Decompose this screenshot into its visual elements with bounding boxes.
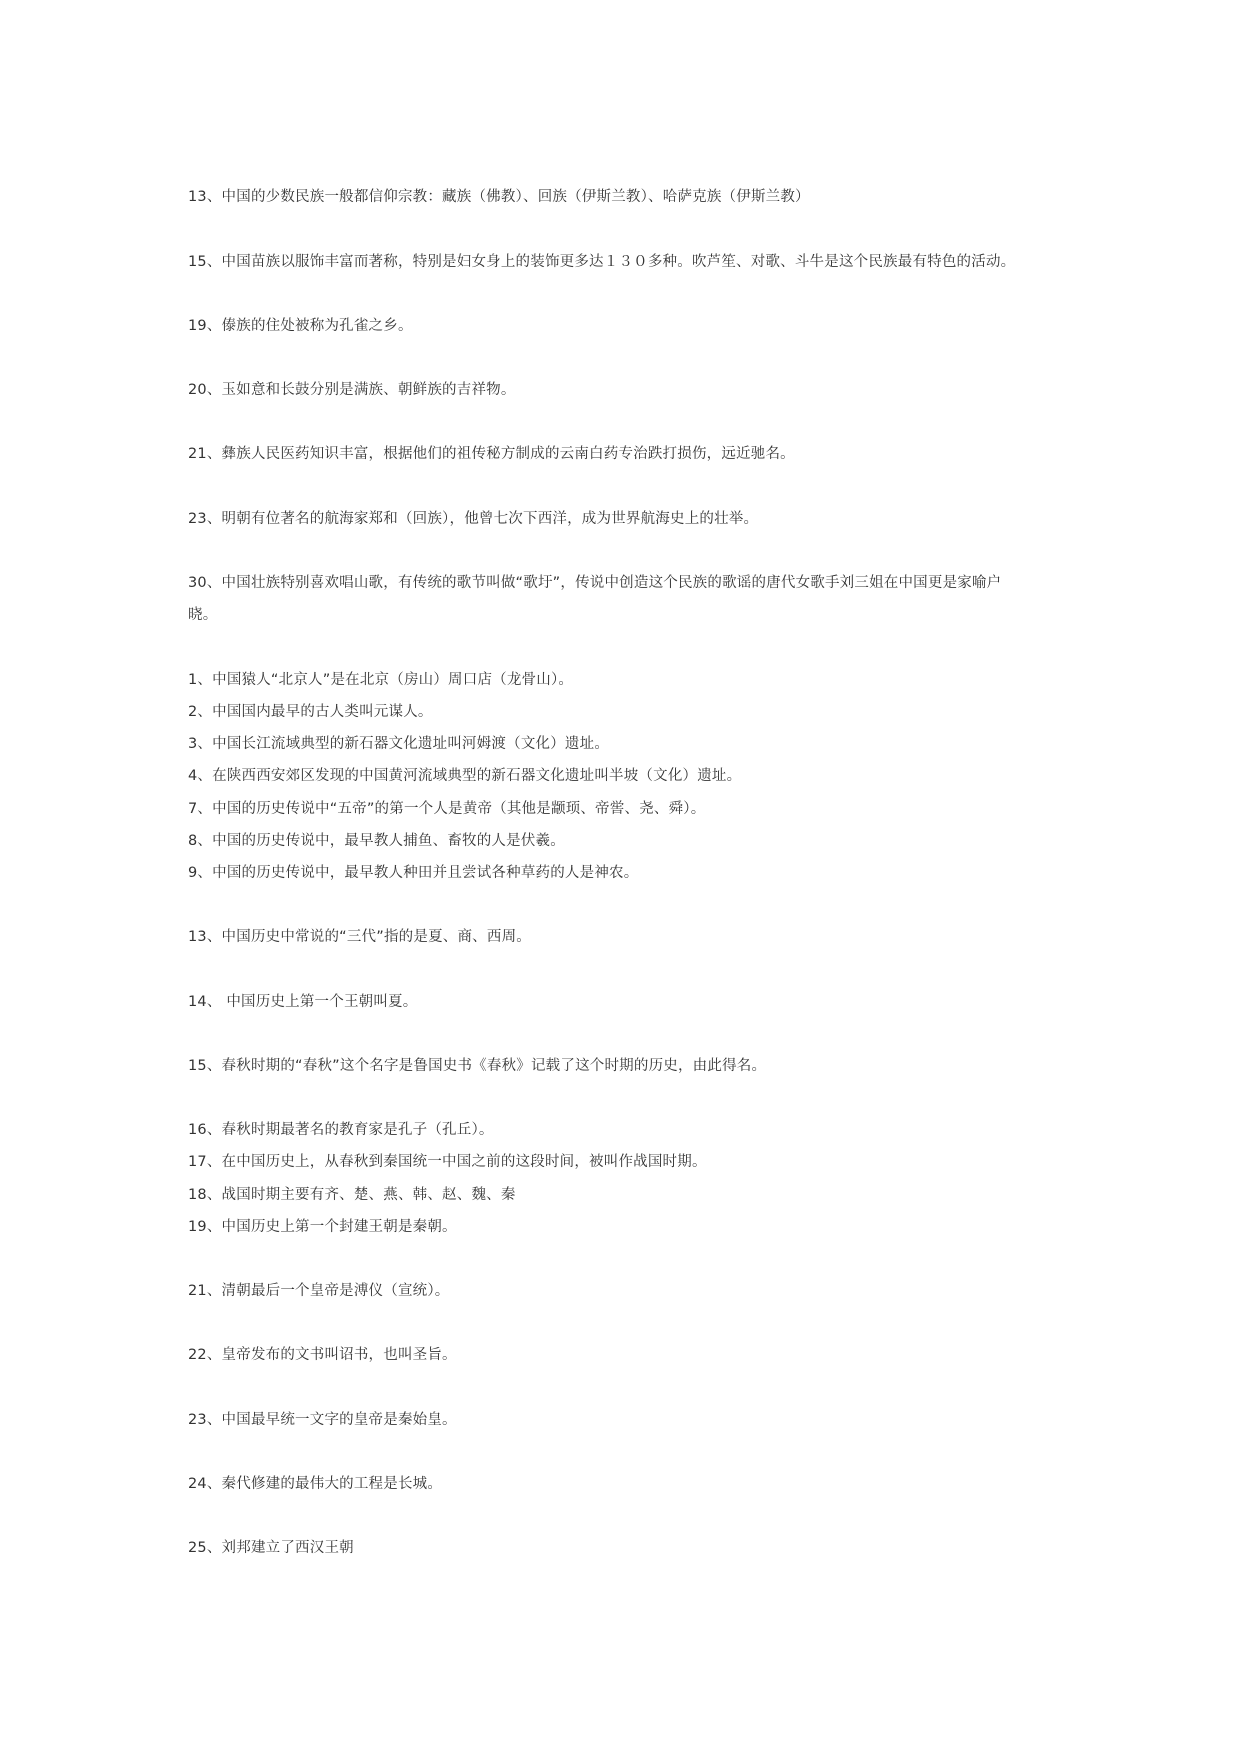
- text-line: 23、中国最早统一文字的皇帝是秦始皇。: [188, 1412, 457, 1428]
- text-line: 24、秦代修建的最伟大的工程是长城。: [188, 1476, 443, 1492]
- text-line: 22、皇帝发布的文书叫诏书，也叫圣旨。: [188, 1347, 457, 1363]
- text-line: 23、明朝有位著名的航海家郑和（回族），他曾七次下西洋，成为世界航海史上的壮举。: [188, 511, 759, 527]
- text-line: 15、中国苗族以服饰丰富而著称，特别是妇女身上的装饰更多达１３０多种。吹芦笙、对歌、斗牛是这个民族最有特色的活动。: [188, 254, 1016, 270]
- text-line: 19、傣族的住处被称为孔雀之乡。: [188, 318, 413, 334]
- text-line: 7、中国的历史传说中“五帝”的第一个人是黄帝（其他是颛顼、帝喾、尧、舜）。: [188, 801, 706, 817]
- text-line: 19、中国历史上第一个封建王朝是秦朝。: [188, 1219, 457, 1235]
- text-line: 15、春秋时期的“春秋”这个名字是鲁国史书《春秋》记载了这个时期的历史，由此得名。: [188, 1058, 767, 1074]
- text-line: 14、 中国历史上第一个王朝叫夏。: [188, 994, 418, 1010]
- text-line: 8、中国的历史传说中，最早教人捕鱼、畜牧的人是伏羲。: [188, 833, 565, 849]
- text-line: 25、刘邦建立了西汉王朝: [188, 1540, 354, 1556]
- text-line: 21、彝族人民医药知识丰富，根据他们的祖传秘方制成的云南白药专治跌打损伤，远近驰名。: [188, 446, 795, 462]
- text-line: 30、中国壮族特别喜欢唱山歌，有传统的歌节叫做“歌圩”，传说中创造这个民族的歌谣的唐代女歌手刘三姐在中国更是家喻户: [188, 575, 1002, 591]
- text-line: 4、在陕西西安郊区发现的中国黄河流域典型的新石器文化遗址叫半坡（文化）遗址。: [188, 768, 742, 784]
- text-line: 17、在中国历史上，从春秋到秦国统一中国之前的这段时间，被叫作战国时期。: [188, 1154, 707, 1170]
- text-line: 2、中国国内最早的古人类叫元谋人。: [188, 704, 433, 720]
- text-line: 13、中国的少数民族一般都信仰宗教：藏族（佛教）、回族（伊斯兰教）、哈萨克族（伊斯兰教）: [188, 189, 810, 205]
- text-line: 9、中国的历史传说中，最早教人种田并且尝试各种草药的人是神农。: [188, 865, 639, 881]
- text-line: 21、清朝最后一个皇帝是溥仪（宣统）。: [188, 1283, 450, 1299]
- text-line: 16、春秋时期最著名的教育家是孔子（孔丘）。: [188, 1122, 494, 1138]
- text-line: 3、中国长江流域典型的新石器文化遗址叫河姆渡（文化）遗址。: [188, 736, 610, 752]
- text-line: 13、中国历史中常说的“三代”指的是夏、商、西周。: [188, 929, 531, 945]
- text-line: 1、中国猿人“北京人”是在北京（房山）周口店（龙骨山）。: [188, 672, 574, 688]
- text-line: 20、玉如意和长鼓分别是满族、朝鲜族的吉祥物。: [188, 382, 516, 398]
- text-line: 18、战国时期主要有齐、楚、燕、韩、赵、魏、秦: [188, 1187, 516, 1203]
- text-line: 晓。: [188, 607, 218, 623]
